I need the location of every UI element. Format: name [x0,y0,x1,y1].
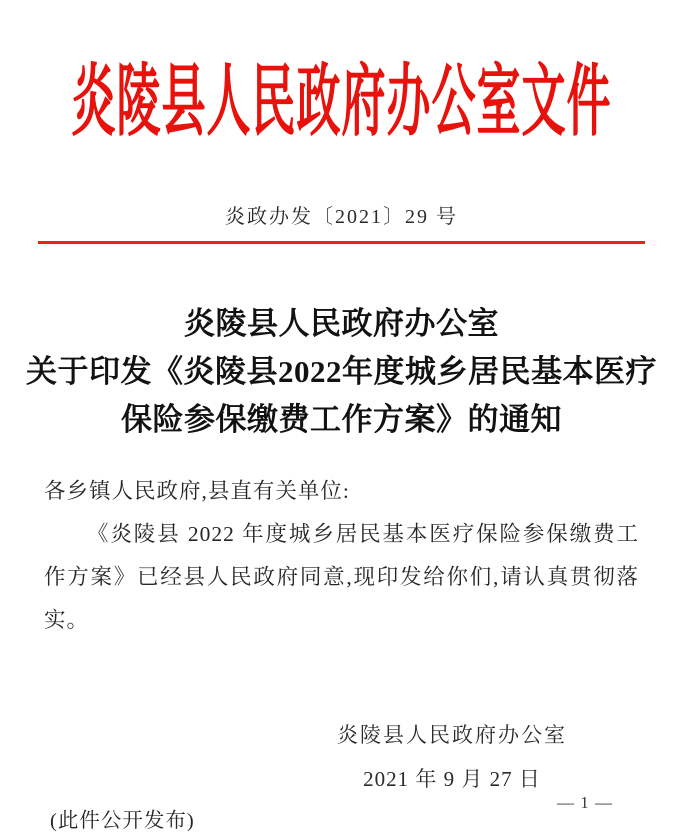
document-title-line-1: 炎陵县人民政府办公室 [184,306,499,341]
signature-block [337,720,567,794]
public-release-note: (此件公开发布) [50,810,195,832]
document-body [44,470,639,642]
document-title-line-2: 关于印发《炎陵县2022年度城乡居民基本医疗 [26,354,657,389]
red-letterhead [0,42,683,146]
document-title [0,300,683,444]
issuing-agency: 炎陵县人民政府办公室 [337,723,567,747]
document-title-line-3: 保险参保缴费工作方案》的通知 [121,402,562,437]
document-reference-number: 炎政办发〔2021〕29 号 [225,206,458,228]
salutation-line: 各乡镇人民政府,县直有关单位: [44,479,350,503]
issue-date: 2021 年 9 月 27 日 [363,767,541,791]
page-number: — 1 — [557,793,613,812]
red-divider-line [38,241,645,244]
letterhead-agency-title: 炎陵县人民政府办公室文件 [71,58,612,146]
body-paragraph: 《炎陵县 2022 年度城乡居民基本医疗保险参保缴费工作方案》已经县人民政府同意,现印发给你们,请认真贯彻落实。 [44,522,639,632]
